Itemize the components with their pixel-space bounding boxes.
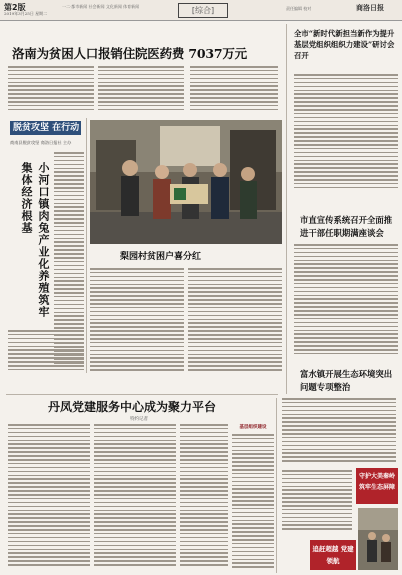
- bottom-byline: 特约记者: [130, 417, 148, 422]
- article-text: [180, 424, 228, 572]
- photo-caption: 梨园村贫困户喜分红: [120, 252, 202, 262]
- article-text: [8, 424, 90, 572]
- article-text: [294, 244, 398, 358]
- column-divider: [286, 24, 287, 394]
- side-headline-3: 富水镇开展生态环境突出问题专项整治: [300, 369, 393, 392]
- article-text: [282, 470, 352, 532]
- section-label: [综合]: [178, 3, 228, 18]
- article-text: [188, 268, 282, 376]
- issue-date: 2019年3月25日 星期二: [4, 11, 48, 16]
- edit-info: 责任编辑 校对: [286, 6, 312, 11]
- article-text: [294, 74, 398, 192]
- article-text: [90, 268, 184, 376]
- ad-block-party: 追赶超越 党建领航: [310, 540, 356, 570]
- column-divider: [276, 398, 277, 573]
- article-text: [8, 66, 94, 114]
- poverty-column-subtitle: 商南县脱贫攻坚 商洛日报社 主办: [10, 140, 72, 145]
- bottom-side-label: 基层组织建设: [239, 425, 267, 430]
- main-headline: 洛南为贫困人口报销住院医药费 7037万元: [12, 46, 247, 61]
- section-divider: [6, 394, 278, 395]
- article-text: [232, 434, 274, 572]
- paper-name: 商洛日报: [356, 3, 384, 12]
- article-text: [190, 66, 278, 114]
- side-photo: [358, 508, 398, 570]
- header-meta: 一二·都市新闻 社会新闻 文化新闻 体育新闻: [62, 4, 140, 9]
- vertical-headline: 小河口镇肉兔产业化养殖筑牢集体经济根基: [20, 162, 50, 318]
- side-headline-1: 全市“新时代新担当新作为提升基层党组织组织力建设”研讨会召开: [294, 29, 395, 60]
- page-number: 第2版: [4, 3, 26, 12]
- article-text: [94, 424, 176, 572]
- ad-block-ecology: 守护大美秦岭 筑牢生态屏障: [356, 468, 398, 504]
- main-photo: [90, 120, 282, 244]
- poverty-column-title: 脱贫攻坚 在行动: [10, 121, 81, 135]
- article-text: [8, 330, 84, 376]
- column-divider: [86, 118, 87, 373]
- side-headline-2: 市直宣传系统召开全面推进干部任职期满座谈会: [300, 215, 393, 238]
- article-text: [98, 66, 184, 114]
- article-text: [282, 398, 396, 464]
- bottom-headline: 丹凤党建服务中心成为聚力平台: [48, 400, 217, 414]
